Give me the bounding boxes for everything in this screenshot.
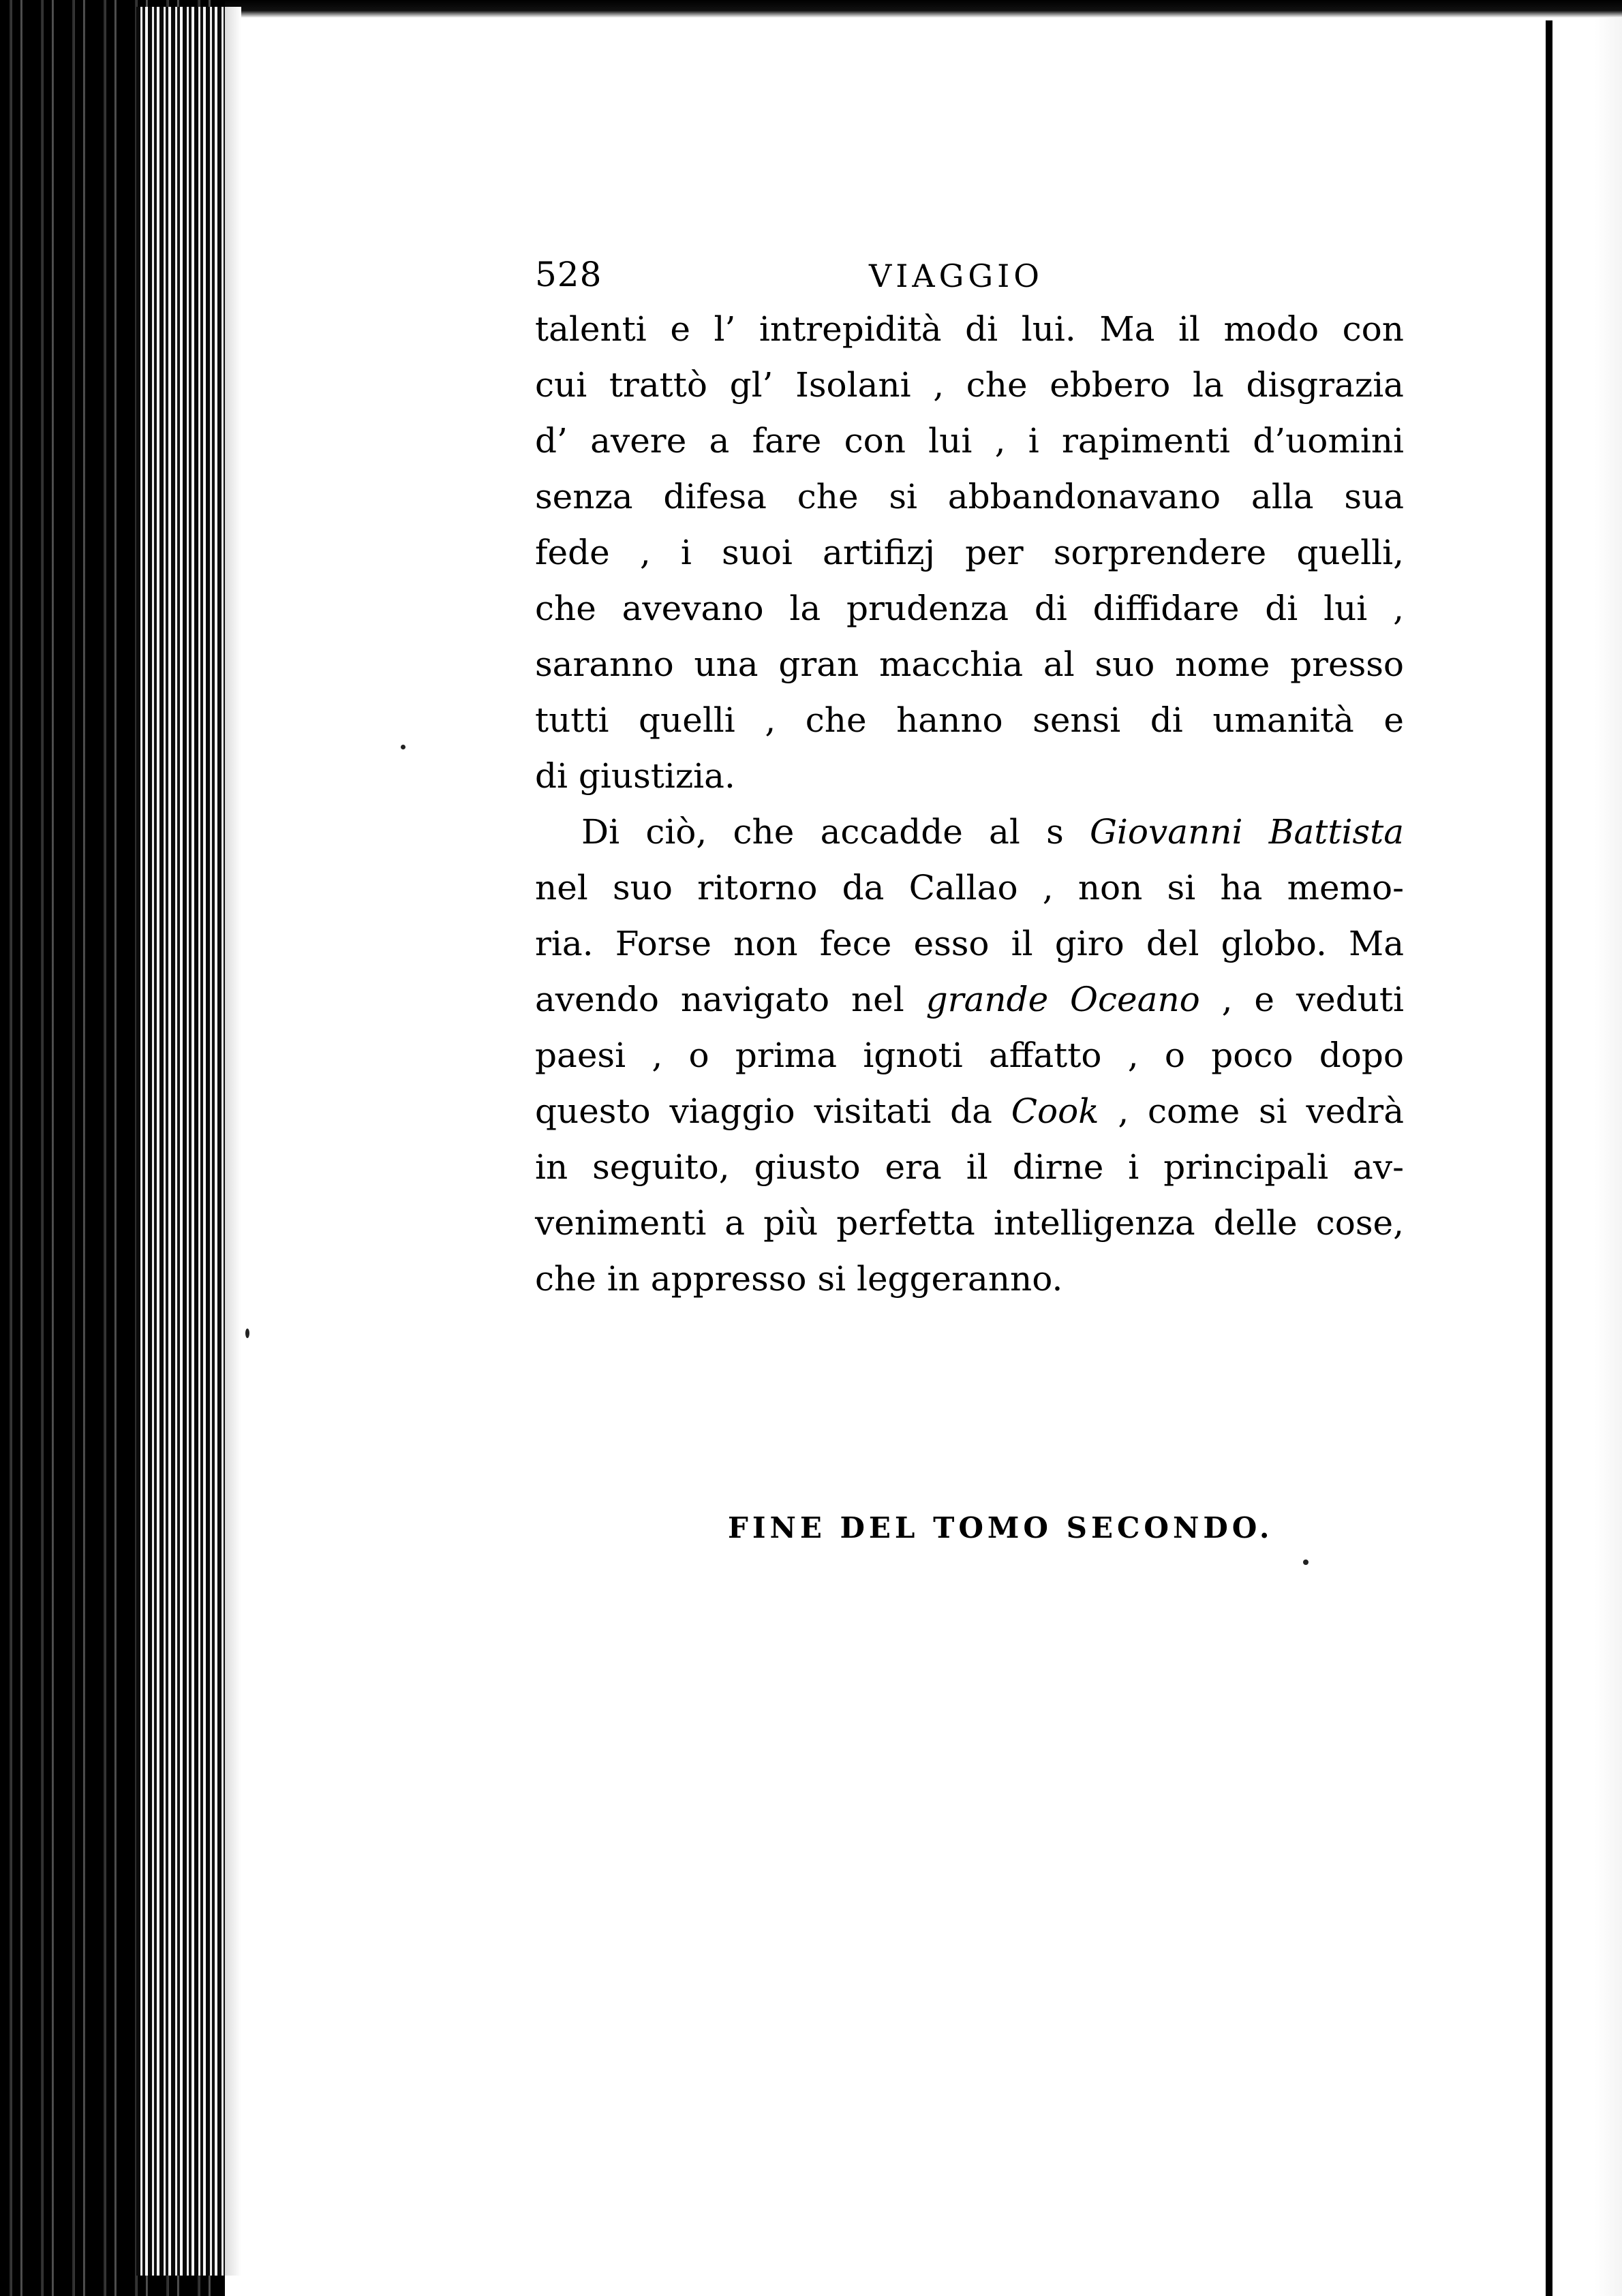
text-line: saranno una gran macchia al suo nome presso — [535, 645, 1404, 684]
text-line: fede , i suoi artifizj per sorprendere quelli, — [535, 533, 1404, 572]
text-line: d’ avere a fare con lui , i rapimenti d’uomini — [535, 421, 1404, 461]
running-title: VIAGGIO — [869, 258, 1043, 294]
text-line: questo viaggio visitati da Cook , come si vedrà — [535, 1091, 1404, 1131]
ink-speck — [1303, 1560, 1309, 1565]
page-number: 528 — [535, 255, 602, 294]
running-head — [535, 253, 1404, 301]
book-page-edges-inner — [136, 7, 225, 2276]
paragraph-1 — [535, 301, 1404, 804]
italic-phrase: grande Oceano — [925, 980, 1200, 1019]
ink-speck — [401, 745, 406, 749]
text-line: senza difesa che si abbandonavano alla sua — [535, 477, 1404, 516]
text-line: cui trattò gl’ Isolani , che ebbero la disgrazia — [535, 365, 1404, 405]
italic-phrase: Giovanni Battista — [1089, 812, 1404, 852]
text-line: venimenti a più perfetta intelligenza delle cose, — [535, 1203, 1404, 1243]
text-line: talenti e l’ intrepidità di lui. Ma il modo con — [535, 309, 1404, 349]
ink-speck — [245, 1329, 249, 1338]
text-line: di giustizia. — [535, 756, 735, 796]
italic-phrase: Cook — [1011, 1091, 1099, 1131]
next-page-sliver — [1552, 18, 1622, 2296]
text-line: Di ciò, che accadde al s Giovanni Battista — [581, 812, 1404, 852]
text-line: in seguito, giusto era il dirne i principali av- — [535, 1147, 1404, 1187]
page-fold-shadow — [225, 7, 241, 2276]
text-line: avendo navigato nel grande Oceano , e veduti — [535, 980, 1405, 1019]
scan-top-shadow — [0, 0, 1622, 18]
colophon: FINE DEL TOMO SECONDO. — [728, 1511, 1274, 1545]
text-line: paesi , o prima ignoti affatto , o poco dopo — [535, 1036, 1404, 1075]
paragraph-2 — [535, 804, 1404, 1307]
text-line: che avevano la prudenza di diffidare di lui , — [535, 589, 1404, 628]
page-text-block — [535, 253, 1404, 1307]
text-line: che in appresso si leggeranno. — [535, 1259, 1063, 1299]
text-line: tutti quelli , che hanno sensi di umanità e — [535, 700, 1404, 740]
text-line: nel suo ritorno da Callao , non si ha memo- — [535, 868, 1404, 907]
right-border-rule — [1546, 20, 1552, 2296]
text-line: ria. Forse non fece esso il giro del globo. Ma — [535, 924, 1404, 963]
